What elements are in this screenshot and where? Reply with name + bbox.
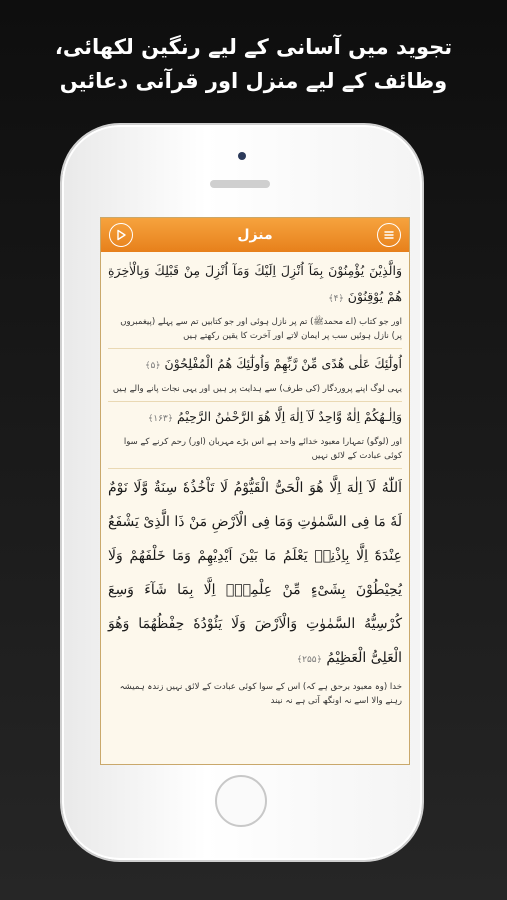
phone-frame — [62, 125, 422, 860]
verse-item — [108, 351, 402, 396]
earpiece-speaker — [210, 180, 270, 188]
arabic-text: اَللّٰهُ لَآ اِلٰهَ اِلَّا هُوَ الْحَیُّ الْقَيُّوْمُ لَا تَاْخُذُهٗ سِنَةٌ وَّلَا نَوْمٌ لَهٗ مَا فِى السَّمٰوٰتِ وَمَا فِى الْاَرْضِ مَنْ ذَا الَّذِىْ يَشْفَعُ عِنْدَهٗٓ اِلَّا بِاِذْنِهٖ يَعْلَمُ مَا بَيْنَ اَيْدِيْهِمْ وَمَا خَلْفَهُمْ وَلَا يُحِيْطُوْنَ بِشَیْءٍ مِّنْ عِلْمِهٖٓ اِلَّا بِمَا شَآءَ وَسِعَ كُرْسِيُّهُ السَّمٰوٰتِ وَالْاَرْضَ وَلَا يَئُوْدُهٗ حِفْظُهُمَا وَهُوَ الْعَلِیُّ الْعَظِيْمُ — [108, 480, 402, 666]
urdu-translation: یہی لوگ اپنے پروردگار (کی طرف) سے ہدایت پر ہیں اور یہی نجات پانے والے ہیں — [112, 384, 402, 394]
divider — [108, 348, 402, 349]
divider — [108, 401, 402, 402]
verse-item — [108, 404, 402, 463]
arabic-verse — [108, 258, 402, 312]
verse-item — [108, 258, 402, 343]
menu-button[interactable] — [377, 223, 401, 247]
arabic-verse — [108, 471, 402, 677]
arabic-text: اُولٰٓئِكَ عَلٰى هُدًى مِّنْ رَّبِّهِمْ وَاُولٰٓئِكَ هُمُ الْمُفْلِحُوْنَ — [164, 356, 402, 371]
promo-line-2: وظائف کے لیے منزل اور قرآنی دعائیں — [59, 69, 448, 93]
urdu-translation: اور جو کتاب (اے محمدﷺ) تم پر نازل ہوئی اور جو کتابیں تم سے پہلے (پیغمبروں پر) نازل ہوئیں سب پر ایمان لاتے اور آخرت کا یقین رکھتے ہیں — [120, 317, 402, 341]
verse-number: ﴿۴﴾ — [328, 294, 344, 304]
play-button[interactable] — [109, 223, 133, 247]
arabic-verse — [108, 404, 402, 432]
urdu-translation: خدا (وہ معبود برحق ہے کہ) اس کے سوا کوئی عبادت کے لائق نہیں زندہ ہمیشہ رہنے والا اسے نہ اونگھ آتی ہے نہ نیند — [119, 682, 402, 706]
home-button[interactable] — [215, 775, 267, 827]
verse-list[interactable] — [101, 252, 409, 719]
arabic-text: وَالَّذِيْنَ يُؤْمِنُوْنَ بِمَآ اُنْزِلَ اِلَيْكَ وَمَآ اُنْزِلَ مِنْ قَبْلِكَ وَبِالْاٰخِرَةِ هُمْ يُوْقِنُوْنَ — [108, 263, 402, 304]
app-screen — [100, 217, 410, 765]
promo-header — [0, 30, 507, 98]
verse-number: ﴿۵﴾ — [145, 361, 161, 371]
urdu-translation: اور (لوگو) تمہارا معبود خدائے واحد ہے اس بڑے مہربان (اور) رحم کرنے کے سوا کوئی عبادت کے لائق نہیں — [123, 437, 402, 461]
menu-icon — [383, 229, 395, 241]
page-title: منزل — [237, 227, 273, 243]
promo-line-1: تجوید میں آسانی کے لیے رنگین لکھائی، — [54, 35, 453, 59]
arabic-verse — [108, 351, 402, 379]
arabic-text: وَاِلٰـهُكُمْ اِلٰهٌ وَّاحِدٌ لَآ اِلٰهَ اِلَّا هُوَ الرَّحْمٰنُ الرَّحِيْمُ — [177, 409, 402, 424]
play-icon — [115, 229, 127, 241]
app-header — [101, 218, 409, 252]
divider — [108, 468, 402, 469]
verse-number: ﴿۲۵۵﴾ — [296, 655, 322, 665]
front-camera — [238, 152, 246, 160]
verse-item — [108, 471, 402, 708]
verse-number: ﴿۱۶۳﴾ — [147, 414, 174, 424]
